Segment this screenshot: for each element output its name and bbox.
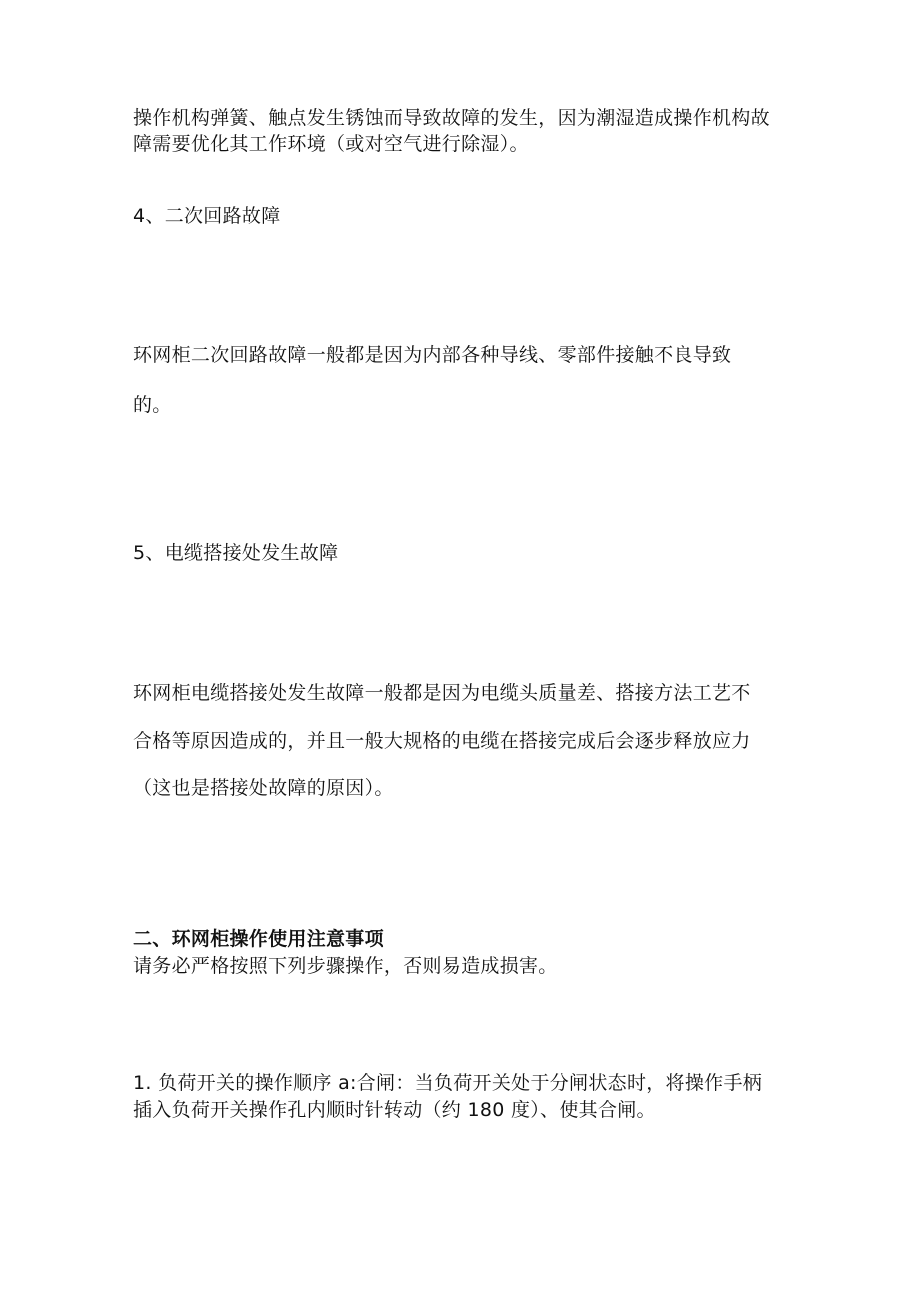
paragraph-line: 的。: [133, 394, 172, 416]
paragraph-line: 操作机构弹簧、触点发生锈蚀而导致故障的发生，因为潮湿造成操作机构故: [133, 107, 770, 129]
section-heading: 5、电缆搭接处发生故障: [133, 542, 339, 564]
paragraph-line: 障需要优化其工作环境（或对空气进行除湿）。: [133, 133, 529, 155]
step-line: 插入负荷开关操作孔内顺时针转动（约 180 度）、使其合闸。: [133, 1099, 656, 1121]
paragraph-line: 环网柜二次回路故障一般都是因为内部各种导线、零部件接触不良导致: [133, 344, 732, 366]
chapter-title: 二、环网柜操作使用注意事项: [133, 928, 384, 950]
paragraph-line: 合格等原因造成的，并且一般大规格的电缆在搭接完成后会逐步释放应力: [133, 730, 751, 752]
intro-text: 请务必严格按照下列步骤操作，否则易造成损害。: [133, 955, 558, 977]
step-line: 1. 负荷开关的操作顺序 a:合闸：当负荷开关处于分闸状态时，将操作手柄: [133, 1072, 763, 1094]
section-heading: 4、二次回路故障: [133, 205, 281, 227]
paragraph-line: （这也是搭接处故障的原因）。: [133, 777, 394, 799]
paragraph-line: 环网柜电缆搭接处发生故障一般都是因为电缆头质量差、搭接方法工艺不: [133, 682, 751, 704]
